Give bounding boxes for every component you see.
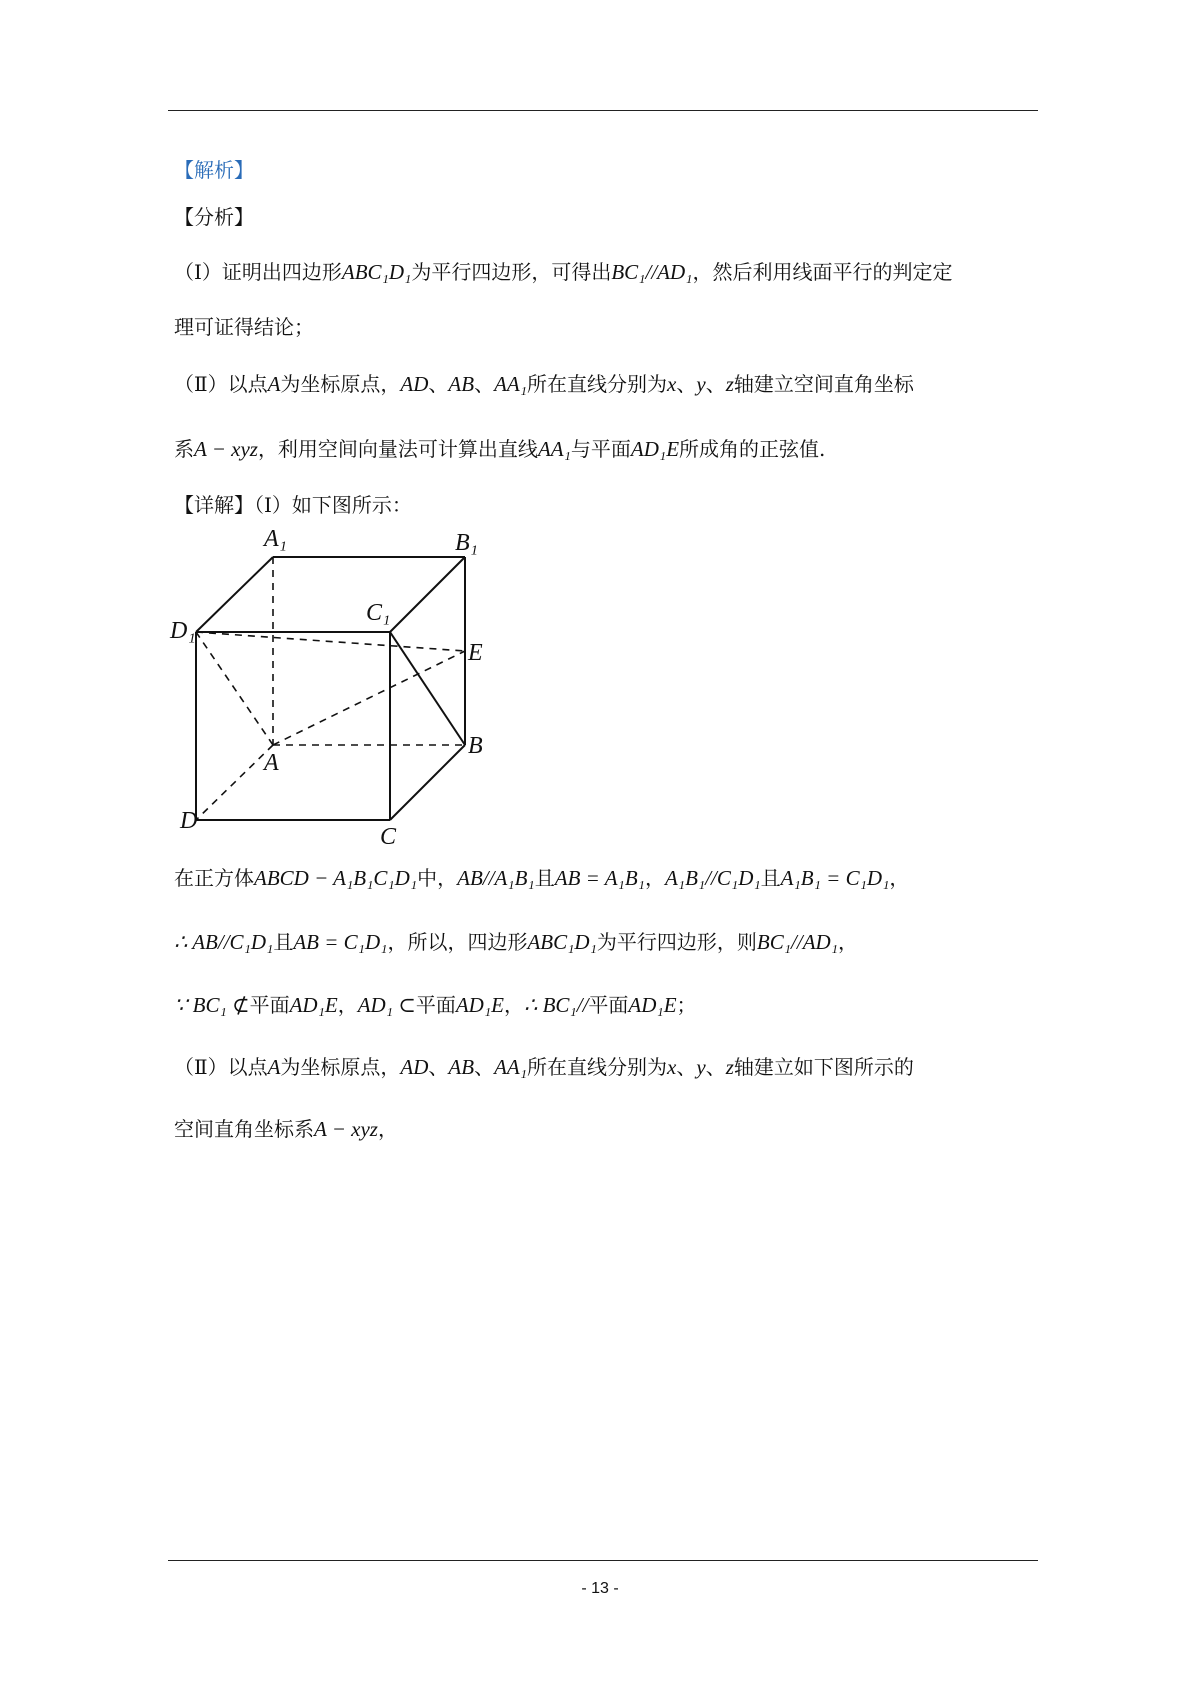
text: 、 <box>676 372 697 396</box>
label-C1: C₁ <box>366 600 391 626</box>
text: 空间直角坐标系 <box>174 1117 314 1141</box>
text: 所在直线分别为 <box>527 1055 668 1079</box>
page-number: - 13 - <box>581 1580 619 1597</box>
text: ， <box>503 993 524 1017</box>
label-D1: D₁ <box>170 618 196 644</box>
math: AD₁E <box>630 437 680 461</box>
math: A₁B₁ = C₁D₁ <box>780 866 890 890</box>
text: 、 <box>705 372 726 396</box>
text: 、 <box>474 1055 495 1079</box>
math: AA₁ <box>494 372 528 396</box>
label-A1: A₁ <box>264 526 288 552</box>
detail-line-2 <box>174 927 858 957</box>
detail-heading <box>174 490 412 520</box>
math: AB <box>448 372 475 396</box>
footer-rule <box>168 1560 1038 1561</box>
text: ， <box>889 866 910 890</box>
label-A: A <box>264 750 279 776</box>
math: AB//A₁B₁ <box>457 866 535 890</box>
text: 、 <box>705 1055 726 1079</box>
text: 平面 <box>588 993 629 1017</box>
text: 为平行四边形，可得出 <box>411 260 612 284</box>
text: ； <box>676 993 697 1017</box>
text: （Ⅱ）以点 <box>174 372 268 396</box>
analysis-paragraph-2-line-2 <box>174 434 825 464</box>
analysis-label: 【分析】 <box>174 205 254 229</box>
math: ∵ BC₁ ⊄ <box>174 993 250 1017</box>
detail-line-3 <box>174 990 697 1020</box>
text: 轴建立空间直角坐标 <box>733 372 914 396</box>
math: A <box>267 372 281 396</box>
label-E: E <box>468 640 483 666</box>
text: 与平面 <box>570 437 631 461</box>
math: A − xyz <box>194 437 258 461</box>
text: 、 <box>428 1055 449 1079</box>
text: 为坐标原点， <box>280 1055 401 1079</box>
detail-label: 【详解】 <box>174 493 254 517</box>
math: ∴ AB//C₁D₁ <box>174 930 274 954</box>
text: 、 <box>474 372 495 396</box>
math: ABC₁D₁ <box>341 260 412 284</box>
detail-line-1 <box>174 863 909 893</box>
math: z <box>725 372 734 396</box>
text: ， <box>337 993 358 1017</box>
detail-intro: （Ⅰ）如下图所示： <box>254 493 412 517</box>
text: 为坐标原点， <box>280 372 401 396</box>
text: ，所以，四边形 <box>387 930 528 954</box>
math: BC₁//AD₁ <box>611 260 693 284</box>
analysis-paragraph-1-line-2: 理可证得结论； <box>174 315 314 339</box>
math: x <box>667 1055 677 1079</box>
text: 所成角的正弦值. <box>679 437 826 461</box>
math: A <box>267 1055 281 1079</box>
section-label: 【解析】 <box>174 158 254 182</box>
text: 系 <box>174 437 194 461</box>
math: x <box>667 372 677 396</box>
text: 在正方体 <box>174 866 254 890</box>
math: z <box>725 1055 734 1079</box>
text: 中， <box>417 866 458 890</box>
math: AD₁E <box>289 993 338 1017</box>
text: 为平行四边形，则 <box>596 930 757 954</box>
text: 且 <box>760 866 781 890</box>
text: ，然后利用线面平行的判定定 <box>692 260 953 284</box>
math: AD₁E <box>628 993 677 1017</box>
text: 平面 <box>249 993 290 1017</box>
math: A − xyz <box>314 1117 378 1141</box>
math: ABC₁D₁ <box>527 930 597 954</box>
math: AD <box>400 372 429 396</box>
math: AB = C₁D₁ <box>293 930 388 954</box>
text: 、 <box>428 372 449 396</box>
text: （Ⅰ）证明出四边形 <box>174 260 342 284</box>
text: ， <box>377 1117 398 1141</box>
math: AD <box>400 1055 429 1079</box>
analysis-paragraph-1-line-1 <box>174 257 952 287</box>
text: ， <box>838 930 858 954</box>
math: y <box>696 372 706 396</box>
label-D: D <box>180 808 198 834</box>
analysis-paragraph-2-line-1 <box>174 369 914 399</box>
label-C: C <box>380 824 397 850</box>
text: 且 <box>534 866 555 890</box>
math: ∴ BC₁// <box>523 993 589 1017</box>
math: BC₁//AD₁ <box>756 930 838 954</box>
math: AB <box>448 1055 475 1079</box>
text: 平面 <box>415 993 456 1017</box>
text: 轴建立如下图所示的 <box>733 1055 914 1079</box>
text: （Ⅱ）以点 <box>174 1055 268 1079</box>
math: AB = A₁B₁ <box>554 866 645 890</box>
label-B1: B₁ <box>455 530 479 556</box>
header-rule <box>168 110 1038 111</box>
math: AA₁ <box>537 437 571 461</box>
cube-figure <box>168 520 508 850</box>
text: 且 <box>273 930 294 954</box>
text: 、 <box>676 1055 697 1079</box>
math: AD₁ ⊂ <box>357 993 416 1017</box>
math: AA₁ <box>494 1055 528 1079</box>
label-B: B <box>468 733 483 759</box>
text: ， <box>644 866 665 890</box>
text: 所在直线分别为 <box>527 372 668 396</box>
math: y <box>696 1055 706 1079</box>
detail-line-4 <box>174 1052 914 1082</box>
math: ABCD − A₁B₁C₁D₁ <box>254 866 418 890</box>
math: A₁B₁//C₁D₁ <box>664 866 761 890</box>
math: AD₁E <box>455 993 504 1017</box>
text: ，利用空间向量法可计算出直线 <box>257 437 538 461</box>
detail-line-5 <box>174 1114 398 1144</box>
